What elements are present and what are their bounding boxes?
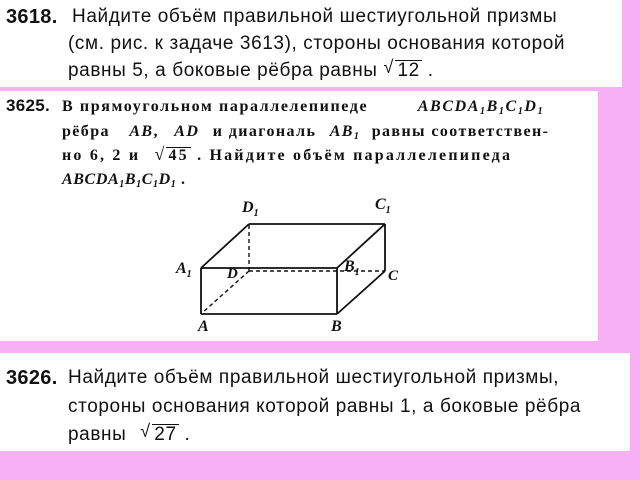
text-segment: ,	[153, 123, 159, 140]
text-segment: и диагональ	[212, 123, 317, 140]
radicand: 45	[168, 147, 189, 164]
text-segment: .	[184, 424, 191, 445]
radicand: 27	[154, 424, 177, 445]
text-segment: .	[181, 171, 186, 188]
math-text: ABCDA	[62, 171, 120, 188]
vertex-label-a1: $A_1$	[176, 260, 192, 280]
vertex-label-d1: $D_1$	[242, 199, 259, 219]
text-segment: равны 5, а боковые рёбра равны	[68, 60, 378, 81]
math-text: ABCDA	[417, 98, 481, 115]
math-text: AB	[129, 123, 154, 140]
math-text: AD	[174, 123, 200, 140]
problem-3618-panel	[0, 0, 622, 87]
problem-text-line: (см. рис. к задаче 3613), стороны основания которой	[68, 33, 566, 54]
radical-sign: √	[383, 57, 394, 77]
problem-number: 3625.	[6, 96, 51, 115]
text-segment: рёбра	[62, 123, 110, 140]
text-segment: равны соответствен-	[371, 123, 550, 140]
edge-b-c	[337, 271, 385, 314]
text-segment: . Найдите объём параллелепипеда	[197, 147, 513, 164]
edge-d1-a1	[201, 224, 249, 268]
text-segment: .	[427, 60, 434, 81]
problem-text-line: Найдите объём правильной шестиугольной призмы,	[68, 367, 560, 388]
text-segment: равны	[68, 424, 127, 445]
vertex-label-c1: $C_1$	[375, 196, 391, 216]
problem-number: 3618.	[6, 6, 58, 28]
radicand: 12	[397, 60, 420, 81]
math-expression: $ABCDA_1B_1C_1D_1$	[62, 171, 177, 190]
text-segment: В прямоугольном параллелепипеде	[62, 98, 369, 115]
hidden-edge-d-a	[201, 271, 249, 314]
sqrt-expression	[383, 57, 421, 82]
vertex-label-c: C	[388, 268, 399, 284]
sqrt-expression	[140, 421, 178, 446]
problem-text-line	[68, 421, 191, 446]
text-segment: но 6, 2 и	[62, 147, 141, 164]
vertex-label-d: D	[227, 266, 238, 282]
math-expression: $ABCDA_1B_1C_1D_1$	[417, 98, 545, 117]
problem-number: 3626.	[6, 367, 58, 389]
problem-text-line	[68, 57, 434, 82]
radical-sign: √	[140, 421, 151, 441]
radical-sign: √	[154, 144, 167, 164]
parallelepiped-figure	[0, 91, 598, 341]
problem-text-line: стороны основания которой равны 1, а боковые рёбра	[68, 396, 582, 417]
math-text: AB	[329, 123, 354, 140]
problem-text-line: Найдите объём правильной шестиугольной призмы	[72, 6, 558, 27]
problem-3625-panel	[0, 91, 598, 341]
vertex-label-b1: $B_1$	[344, 258, 360, 278]
problem-3626-panel	[0, 353, 630, 451]
math-expression: $AB_1$	[329, 123, 361, 142]
vertex-label-b: B	[331, 318, 342, 335]
vertex-label-a: A	[198, 318, 209, 335]
